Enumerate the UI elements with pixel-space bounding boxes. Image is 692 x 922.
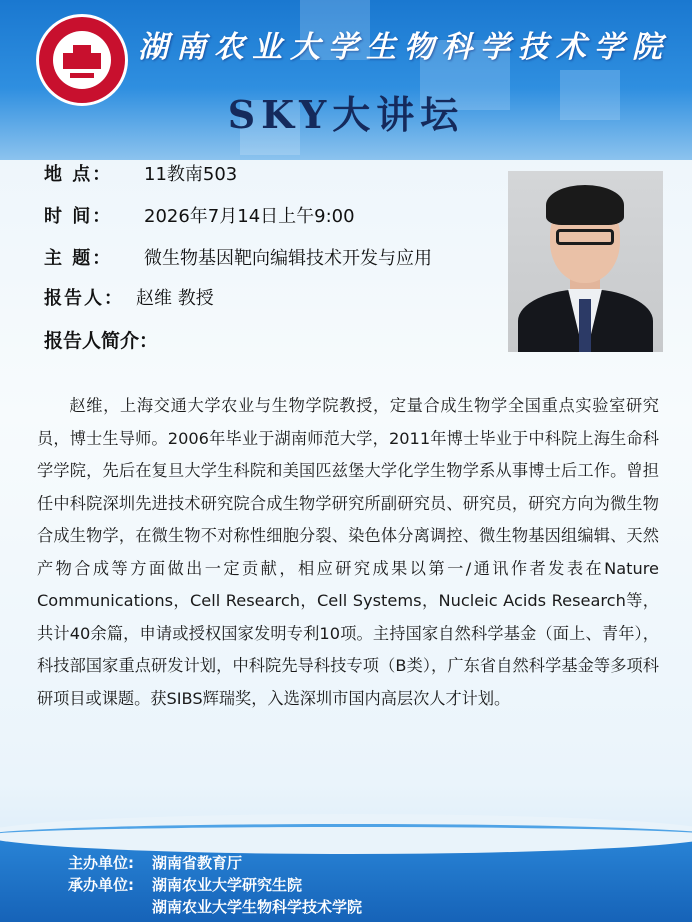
organizer-label: 承办单位: (68, 876, 134, 894)
speaker-row (44, 284, 214, 310)
location-row (44, 160, 237, 186)
speaker-intro-label: 报告人简介： (44, 330, 159, 352)
speaker-biography: 赵维，上海交通大学农业与生物学院教授，定量合成生物学全国重点实验室研究员，博士生导师。2006年毕业于湖南师范大学，2011年博士毕业于中科院上海生命科学学院，先后在复旦大学生科院和美国匹兹堡大学化学生物学系从事博士后工作。曾担任中科院深圳先进技术研究院合成生物学研究所副研究员、研究员，研究方向为微生物合成生物学，在微生物不对称性细胞分裂、染色体分离调控、微生物基因组编辑、天然产物合成等方面做出一定贡献，相应研究成果以第一/通讯作者发表在Nature Communications，Cell Research，Cell Systems，Nucleic Acids Research等，共计40余篇，申请或授权国家发明专利10项。主持国家自然科学基金（面上、青年），科技部国家重点研发计划，中科院先导科技专项（B类），广东省自然科学基金等多项科研项目或课题。获SIBS辉瑞奖，入选深圳市国内高层次人才计划。 (37, 396, 659, 708)
host-label: 主办单位: (68, 854, 134, 872)
speaker-label: 报告人： (44, 288, 124, 309)
poster-header (0, 0, 692, 160)
college-title: 湖南农业大学生物科学技术学院 (138, 30, 670, 65)
speaker-photo (508, 171, 663, 352)
topic-row (44, 244, 432, 270)
location-label: 地 点： (44, 164, 113, 185)
topic-value: 微生物基因靶向编辑技术开发与应用 (144, 248, 432, 269)
speaker-value: 赵维 教授 (136, 288, 214, 309)
organizer-row (68, 874, 302, 895)
organizer-row-2 (68, 896, 362, 917)
lecture-series-title: SKY大讲坛 (227, 92, 465, 137)
decor-wave-line (0, 824, 692, 848)
time-row (44, 202, 355, 228)
poster-footer (0, 832, 692, 922)
organizer-value-1: 湖南农业大学研究生院 (152, 876, 303, 894)
location-value: 11教南503 (144, 164, 238, 185)
host-row (68, 852, 242, 873)
organizer-value-2: 湖南农业大学生物科学技术学院 (152, 898, 363, 916)
host-value: 湖南省教育厅 (152, 854, 243, 872)
topic-label: 主 题： (44, 248, 113, 269)
time-label: 时 间： (44, 206, 113, 227)
time-value: 2026年7月14日上午9:00 (144, 206, 355, 227)
